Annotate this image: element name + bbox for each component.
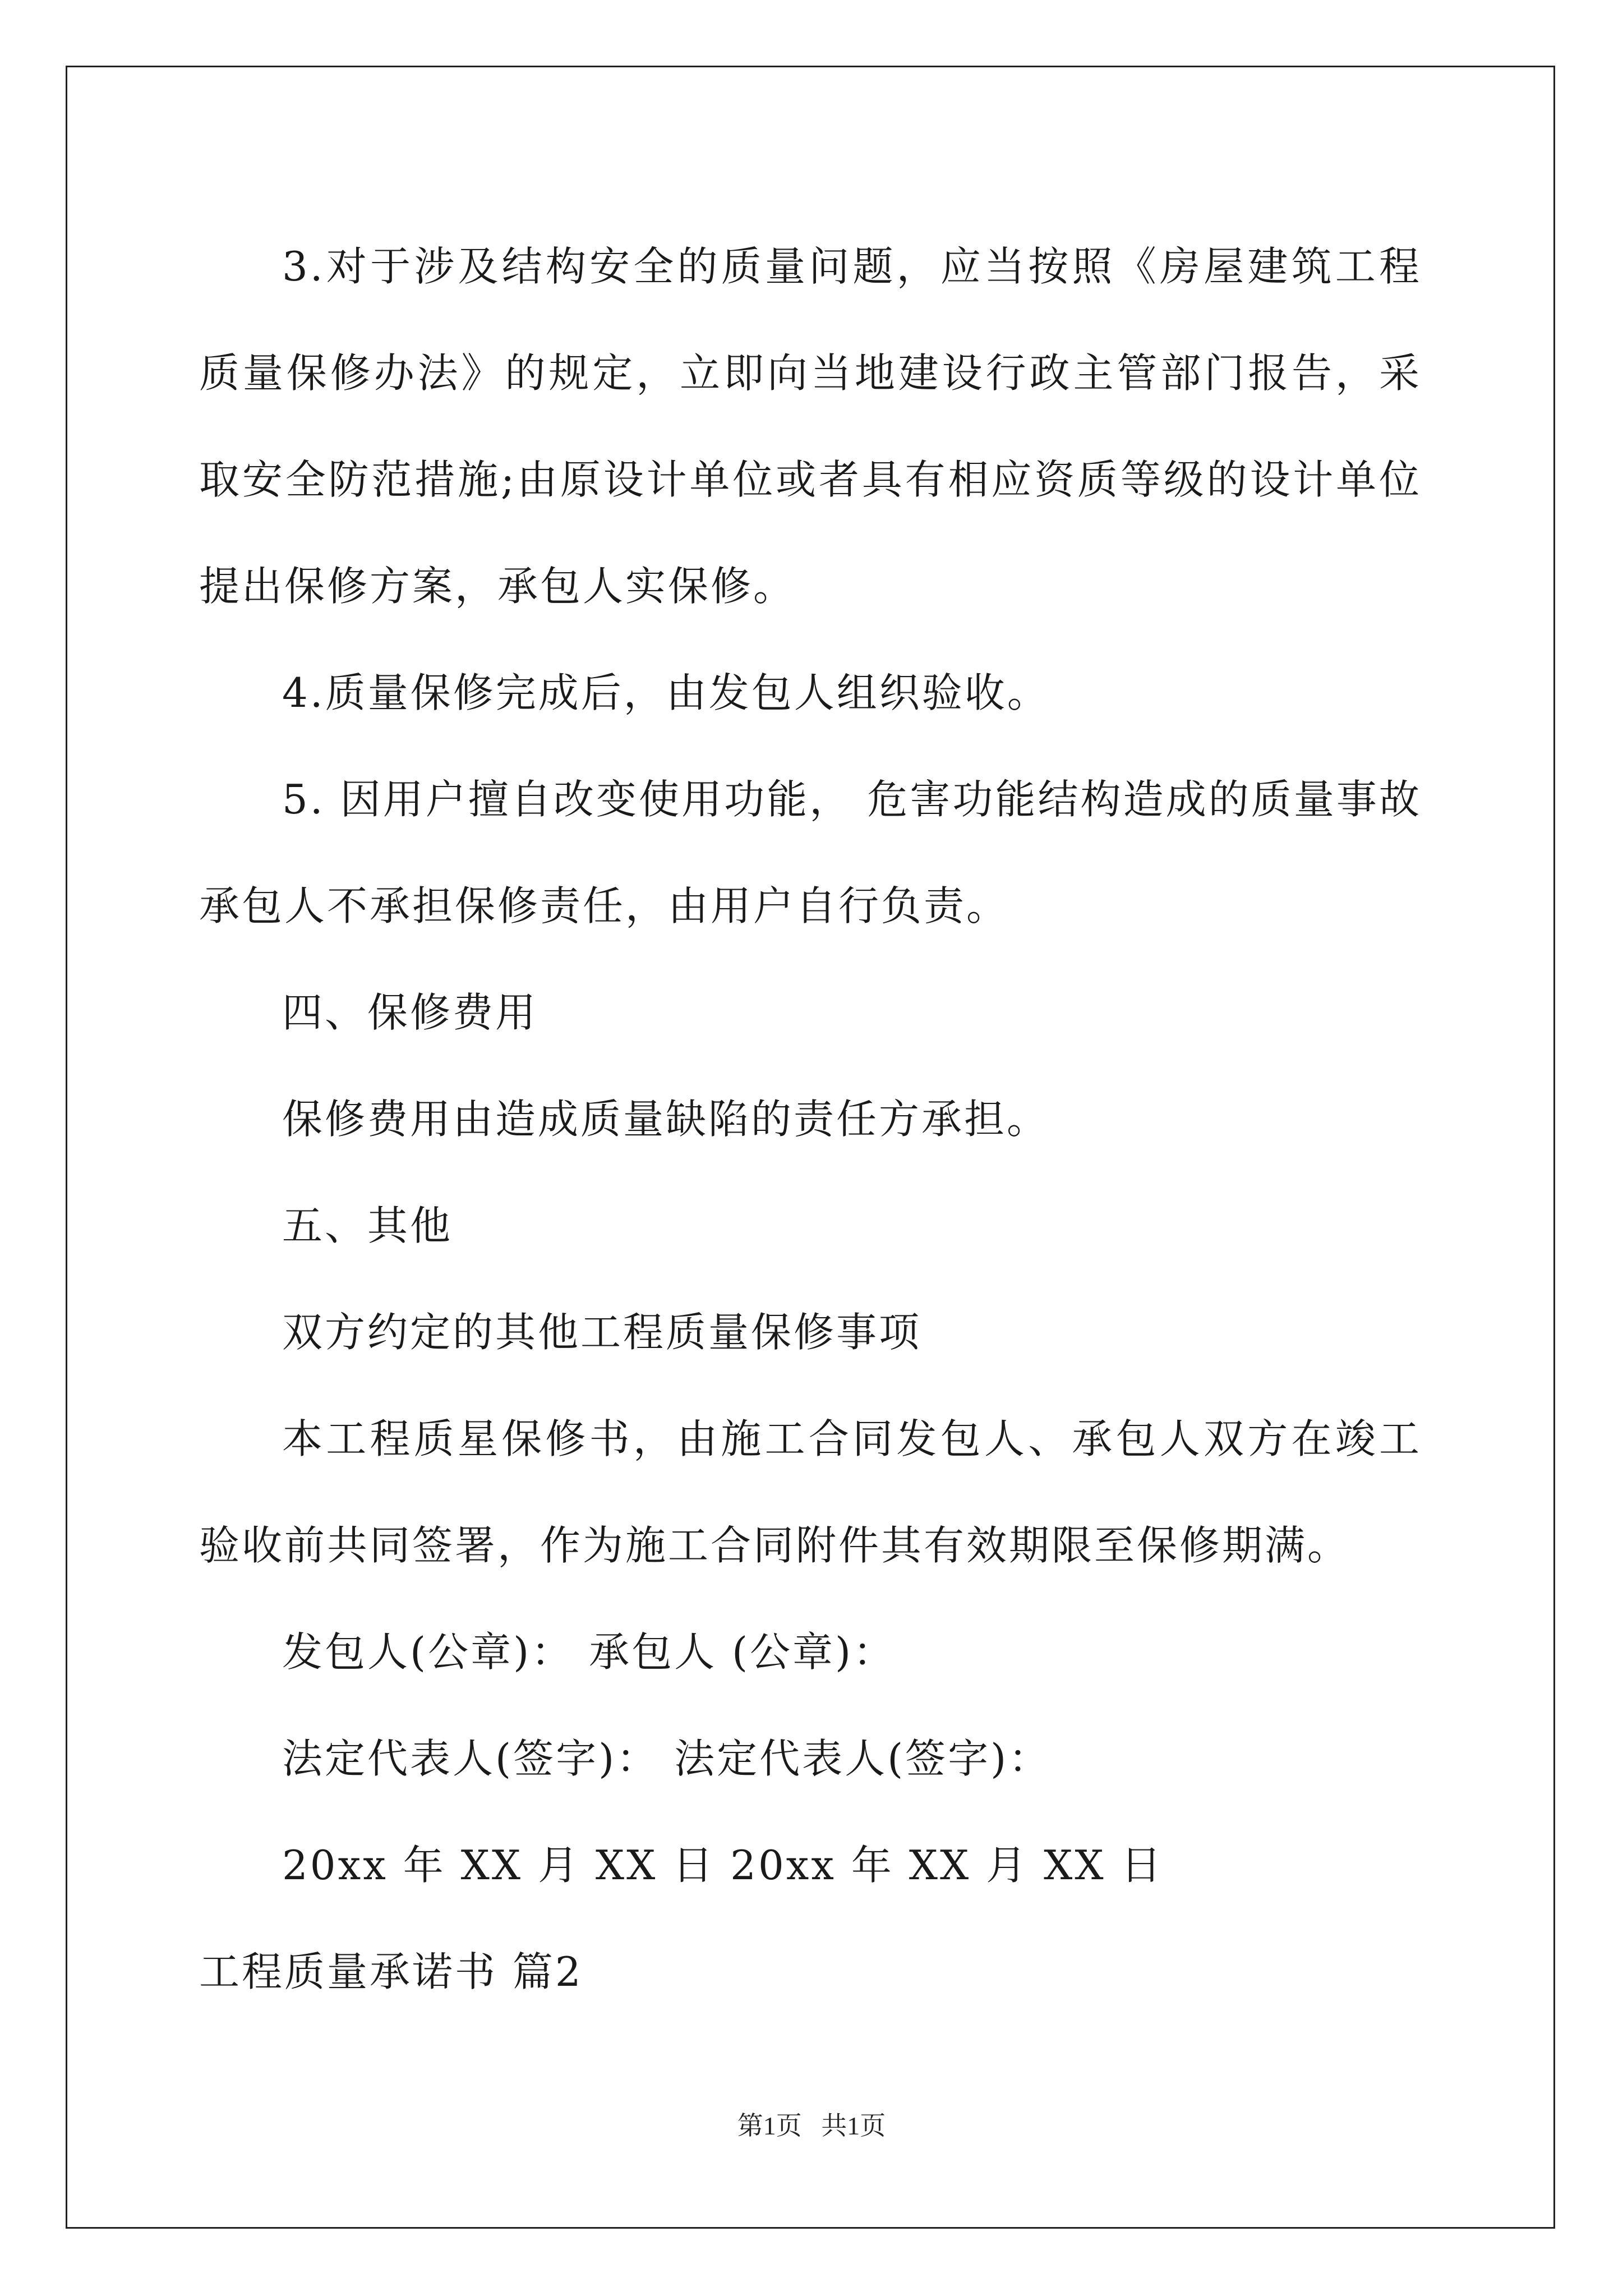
signature-seal-line: 发包人(公章)： 承包人 (公章)： [282,1628,896,1676]
signature-representative-line: 法定代表人(签字)： 法定代表人(签字)： [282,1735,1052,1782]
paragraph-acceptance: 4.质量保修完成后，由发包人组织验收。 [282,669,1050,716]
paragraph-user-liability: 5. 因用户擅自改变使用功能， 危害功能结构造成的质量事故承包人不承担保修责任，由用户自行负责。 [199,776,1422,930]
paragraph-other-matters: 双方约定的其他工程质量保修事项 [282,1309,922,1356]
document-body [199,213,1422,2025]
page-number: 第1页 共1页 [737,2111,886,2140]
paragraph-warranty-fees: 保修费用由造成质量缺陷的责任方承担。 [282,1096,1050,1143]
signature-date-line: 20xx 年 XX 月 XX 日 20xx 年 XX 月 XX 日 [282,1842,1164,1889]
paragraph-signing: 本工程质星保修书，由施工合同发包人、承包人双方在竣工验收前共同签署，作为施工合同附件其有效期限至保修期满。 [199,1415,1422,1569]
section-heading-other: 五、其他 [282,1202,453,1249]
paragraph-structural-safety: 3.对于涉及结构安全的质量问题，应当按照《房屋建筑工程质量保修办法》的规定，立即向当地建设行政主管部门报告，采取安全防范措施;由原设计单位或者具有相应资质等级的设计单位提出保修方案，承包人实保修。 [199,243,1422,610]
section-heading-warranty-fees: 四、保修费用 [282,989,538,1036]
next-section-title: 工程质量承诺书 篇2 [199,1948,583,1995]
